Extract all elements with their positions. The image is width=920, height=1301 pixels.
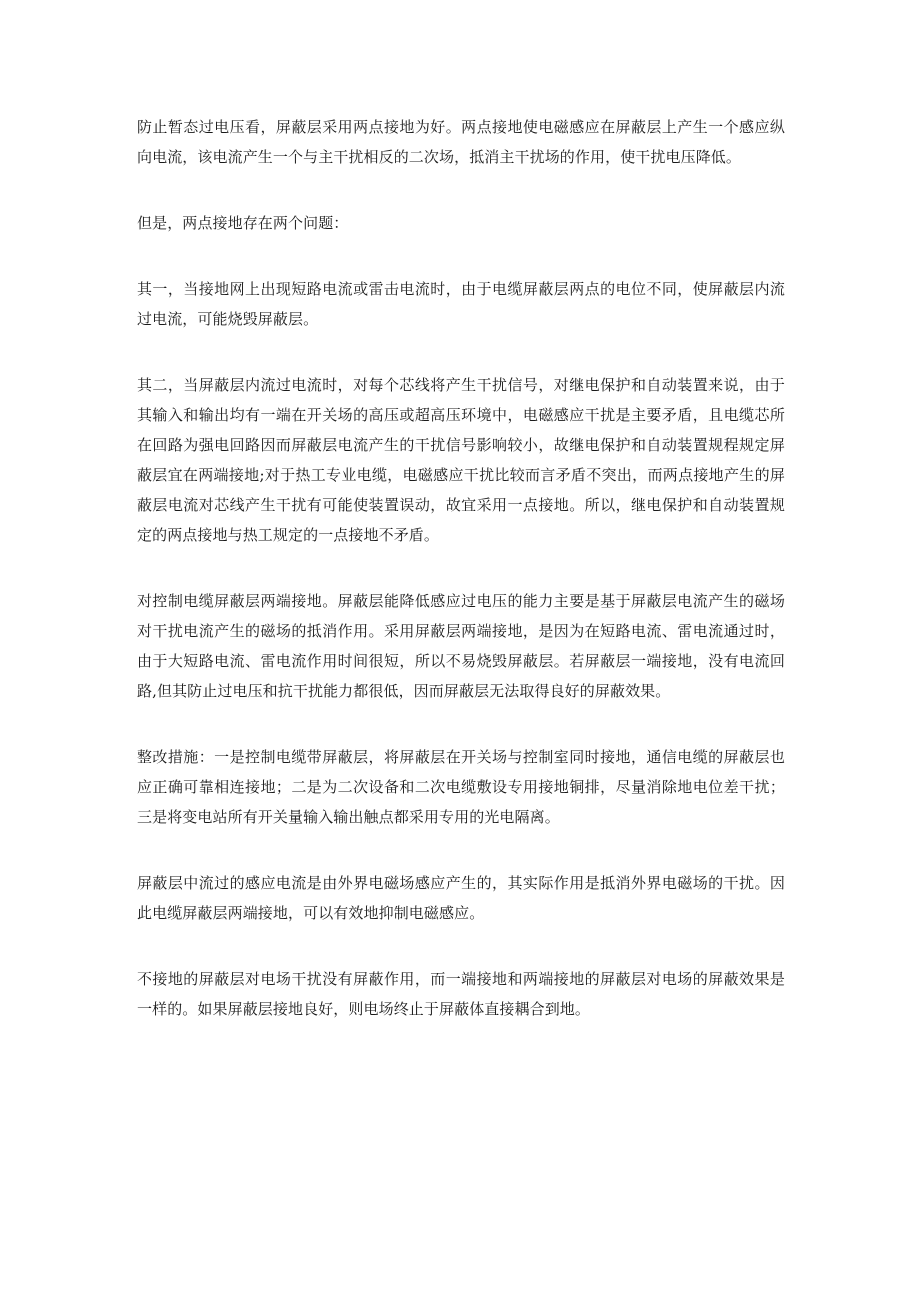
paragraph-transient-overvoltage: 防止暂态过电压看，屏蔽层采用两点接地为好。两点接地使电磁感应在屏蔽层上产生一个感应纵向电流，该电流产生一个与主干扰相反的二次场，抵消主干扰场的作用，使干扰电压降低。 — [137, 118, 785, 166]
paragraph-control-cable-grounding: 对控制电缆屏蔽层两端接地。屏蔽层能降低感应过电压的能力主要是基于屏蔽层电流产生的磁场对干扰电流产生的磁场的抵消作用。采用屏蔽层两端接地，是因为在短路电流、雷电流通过时，由于大短路电流、雷电流作用时间很短，所以不易烧毁屏蔽层。若屏蔽层一端接地，没有电流回路,但其防止过电压和抗干扰能力都很低，因而屏蔽层无法取得良好的屏蔽效果。 — [137, 592, 785, 700]
paragraph-induced-current: 屏蔽层中流过的感应电流是由外界电磁场感应产生的，其实际作用是抵消外界电磁场的干扰。因此电缆屏蔽层两端接地，可以有效地抑制电磁感应。 — [137, 874, 785, 922]
paragraph-remediation-measures: 整改措施：一是控制电缆带屏蔽层，将屏蔽层在开关场与控制室同时接地，通信电缆的屏蔽层也应正确可靠相连接地；二是为二次设备和二次电缆敷设专用接地铜排，尽量消除地电位差干扰；三是将变电站所有开关量输入输出触点都采用专用的光电隔离。 — [137, 748, 785, 826]
paragraph-two-problems-intro: 但是，两点接地存在两个问题： — [137, 214, 349, 232]
paragraph-problem-one: 其一，当接地网上出现短路电流或雷击电流时，由于电缆屏蔽层两点的电位不同，使屏蔽层内流过电流，可能烧毁屏蔽层。 — [137, 280, 785, 328]
paragraph-ungrounded-shield: 不接地的屏蔽层对电场干扰没有屏蔽作用，而一端接地和两端接地的屏蔽层对电场的屏蔽效果是一样的。如果屏蔽层接地良好，则电场终止于屏蔽体直接耦合到地。 — [137, 970, 785, 1018]
document-body — [137, 112, 785, 1060]
paragraph-problem-two: 其二，当屏蔽层内流过电流时，对每个芯线将产生干扰信号，对继电保护和自动装置来说，由于其输入和输出均有一端在开关场的高压或超高压环境中，电磁感应干扰是主要矛盾，且电缆芯所在回路为强电回路因而屏蔽层电流产生的干扰信号影响较小，故继电保护和自动装置规程规定屏蔽层宜在两端接地;对于热工专业电缆，电磁感应干扰比较而言矛盾不突出，而两点接地产生的屏蔽层电流对芯线产生干扰有可能使装置误动，故宜采用一点接地。所以，继电保护和自动装置规定的两点接地与热工规定的一点接地不矛盾。 — [137, 376, 785, 544]
